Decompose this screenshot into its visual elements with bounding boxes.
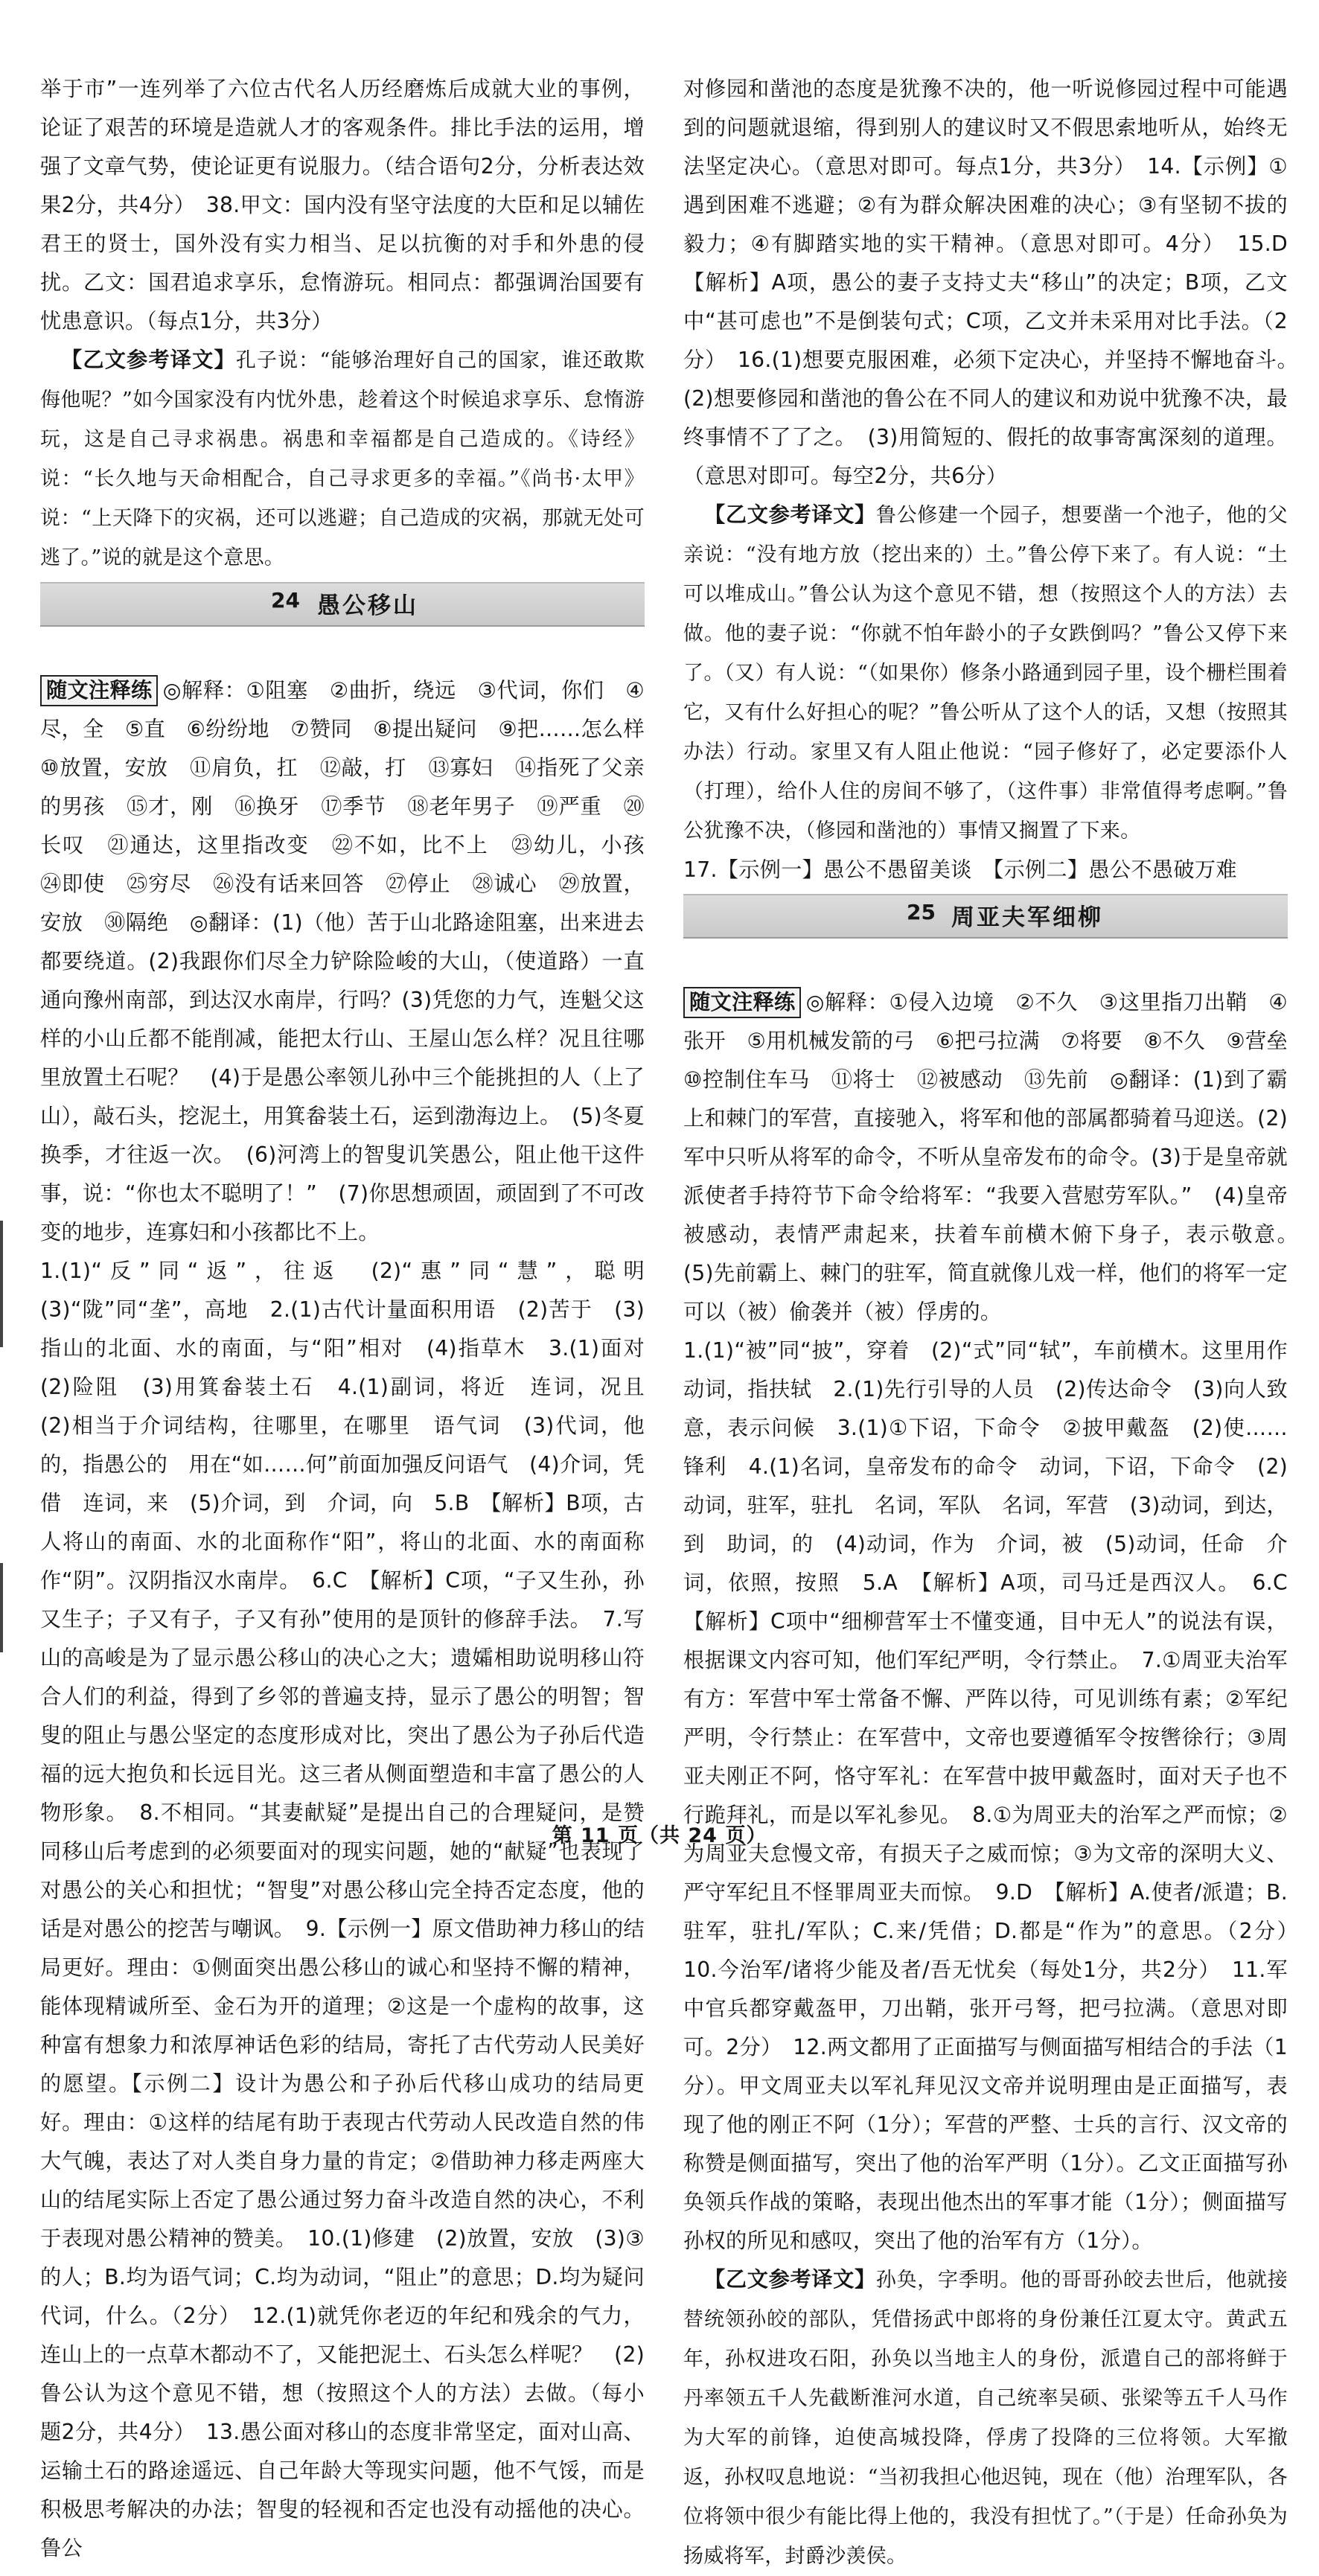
- section-25-text: ◎解释：①侵入边境 ②不久 ③这里指刀出鞘 ④张开 ⑤用机械发箭的弓 ⑥把弓拉满 ⑦将要 ⑧不久 ⑨营垒 ⑩控制住车马 ⑪将士 ⑫被感动 ⑬先前 ◎翻译：(1)到了霸上和棘门的军营，直接驰入，将军和他的部属都骑着马迎送。(2)军中只听从将军的命令，不听从皇帝发布的命令。(3)于是皇帝就派使者手持符节下命令给将军：“我要入营慰劳军队。” (4)皇帝被感动，表情严肃起来，扶着车前横木俯下身子，表示敬意。 (5)先前霸上、棘门的驻军，简直就像儿戏一样，他们的将军一定可以（被）偷袭并（被）俘虏的。 1.(1)“被”同“披”，穿着 (2)“式”同“轼”，车前横木。这里用作动词，指扶轼 2.(1)先行引导的人员 (2)传达命令 (3)向人致意，表示问候 3.(1)①下诏，下命令 ②披甲戴盔 (2)使……锋利 4.(1)名词，皇帝发布的命令 动词，下诏，下命令 (2)动词，驻军，驻扎 名词，军队 名词，军营 (3)动词，到达，到 助词，的 (4)动词，作为 介词，被 (5)动词，任命 介词，依照，按照 5.A 【解析】A项，司马迁是西汉人。 6.C 【解析】C项中“细柳营军士不懂变通，目中无人”的说法有误，根据课文内容可知，他们军纪严明，令行禁止。 7.①周亚夫治军有方：军营中军士常备不懈、严阵以待，可见训练有素；②军纪严明，令行禁止：在军营中，文帝也要遵循军令按辔徐行；③周亚夫刚正不阿，恪守军礼：在军营中披甲戴盔时，面对天子也不行跪拜礼，而是以军礼参见。 8.①为周亚夫的治军之严而惊；②为周亚夫怠慢文帝，有损天子之威而惊；③为文帝的深明大义、严守军纪且不怪罪周亚夫而惊。 9.D 【解析】A.使者/派遣；B.驻军，驻扎/军队；C.来/凭借；D.都是“作为”的意思。（2分） 10.今治军/诸将少能及者/吾无忧矣（每处1分，共2分） 11.军中官兵都穿戴盔甲，刀出鞘，张开弓弩，把弓拉满。（意思对即可。2分） 12.两文都用了正面描写与侧面描写相结合的手法（1分）。甲文周亚夫以军礼拜见汉文帝并说明理由是正面描写，表现了他的刚正不阿（1分）；军营的严整、士兵的言行、汉文帝的称赞是侧面描写，突出了他的治军严明（1分）。乙文正面描写孙奂领兵作战的策略，表现出他杰出的军事才能（1分）；侧面描写孙权的所见和感叹，突出了他的治军有方（1分）。: [683, 990, 1288, 2253]
- yiwen-paragraph: [40, 341, 645, 578]
- binding-mark-lower: [0, 1563, 3, 1652]
- section-title: 周亚夫军细柳: [951, 904, 1103, 931]
- section-25-body: [683, 945, 1288, 2260]
- intro-paragraph: 举于市”一连列举了六位古代名人历经磨炼后成就大业的事例，论证了艰苦的环境是造就人才的客观条件。排比手法的运用，增强了文章气势，使论证更有说服力。（结合语句2分，分析表达效果2分，共4分） 38.甲文：国内没有坚守法度的大臣和足以辅佐君王的贤士，国外没有实力相当、足以抗衡的对手和外患的侵扰。乙文：国君追求享乐，怠惰游玩。相同点：都强调治国要有忧患意识。（每点1分，共3分）: [40, 77, 645, 333]
- question-17: 17.【示例一】愚公不愚留美谈 【示例二】愚公不愚破万难: [683, 857, 1237, 882]
- yiwen-label: 【乙文参考译文】: [704, 502, 876, 527]
- section-title: 愚公移山: [317, 592, 418, 619]
- right-continued-paragraph: 对修园和凿池的态度是犹豫不决的，他一听说修园过程中可能遇到的问题就退缩，得到别人的建议时又不假思索地听从，始终无法坚定决心。（意思对即可。每点1分，共3分） 14.【示例】①遇到困难不逃避；②有为群众解决困难的决心；③有坚韧不拔的毅力；④有脚踏实地的实干精神。（意思对即可。4分） 15.D 【解析】A项，愚公的妻子支持丈夫“移山”的决定；B项，乙文中“甚可虑也”不是倒装句式；C项，乙文并未采用对比手法。（2分） 16.(1)想要克服困难，必须下定决心，并坚持不懈地奋斗。 (2)想要修园和凿池的鲁公在不同人的建议和劝说中犹豫不决，最终事情不了了之。 (3)用简短的、假托的故事寄寓深刻的道理。（意思对即可。每空2分，共6分）: [683, 77, 1309, 488]
- section-24-text: ◎解释：①阻塞 ②曲折，绕远 ③代词，你们 ④尽，全 ⑤直 ⑥纷纷地 ⑦赞同 ⑧提出疑问 ⑨把……怎么样 ⑩放置，安放 ⑪肩负，扛 ⑫敲，打 ⑬寡妇 ⑭指死了父亲的男孩 ⑮才，刚 ⑯换牙 ⑰季节 ⑱老年男子 ⑲严重 ⑳长叹 ㉑通达，这里指改变 ㉒不如，比不上 ㉓幼儿，小孩 ㉔即使 ㉕穷尽 ㉖没有话来回答 ㉗停止 ㉘诚心 ㉙放置，安放 ㉚隔绝 ◎翻译：(1)（他）苦于山北路途阻塞，出来进去都要绕道。(2)我跟你们尽全力铲除险峻的大山，（使道路）一直通向豫州南部，到达汉水南岸，行吗？(3)凭您的力气，连魁父这样的小山丘都不能削减，能把太行山、王屋山怎么样？况且往哪里放置土石呢？ (4)于是愚公率领儿孙中三个能挑担的人（上了山），敲石头，挖泥土，用箕畚装土石，运到渤海边上。 (5)冬夏换季，才往返一次。 (6)河湾上的智叟讥笑愚公，阻止他干这件事，说：“你也太不聪明了！” (7)你思想顽固，顽固到了不可改变的地步，连寡妇和小孩都比不上。 1.(1)“反”同“返”，往返 (2)“惠”同“慧”，聪明 (3)“陇”同“垄”，高地 2.(1)古代计量面积用语 (2)苦于 (3)指山的北面、水的南面，与“阳”相对 (4)指草木 3.(1)面对 (2)险阻 (3)用箕畚装土石 4.(1)副词，将近 连词，况且 (2)相当于介词结构，往哪里，在哪里 语气词 (3)代词，他的，指愚公的 用在“如……何”前面加强反问语气 (4)介词，凭借 连词，来 (5)介词，到 介词，向 5.B 【解析】B项，古人将山的南面、水的北面称作“阳”，将山的北面、水的南面称作“阴”。汉阴指汉水南岸。 6.C 【解析】C项，“子又生孙，孙又生子；子又有子，子又有孙”使用的是顶针的修辞手法。 7.写山的高峻是为了显示愚公移山的决心之大；遗孀相助说明移山符合人们的利益，得到了乡邻的普遍支持，显示了愚公的明智；智叟的阻止与愚公坚定的态度形成对比，突出了愚公为子孙后代造福的远大抱负和长远目光。这三者从侧面塑造和丰富了愚公的人物形象。 8.不相同。“其妻献疑”是提出自己的合理疑问，是赞同移山后考虑到的必须要面对的现实问题，她的“献疑”也表现了对愚公的关心和担忧；“智叟”对愚公移山完全持否定态度，他的话是对愚公的挖苦与嘲讽。 9.【示例一】原文借助神力移山的结局更好。理由：①侧面突出愚公移山的诚心和坚持不懈的精神，能体现精诚所至、金石为开的道理；②这是一个虚构的故事，这种富有想象力和浓厚神话色彩的结局，寄托了古代劳动人民美好的愿望。【示例二】设计为愚公和子孙后代移山成功的结局更好。理由：①这样的结尾有助于表现古代劳动人民改造自然的伟大气魄，表达了对人类自身力量的肯定；②借助神力移走两座大山的结尾实际上否定了愚公通过努力奋斗改造自然的决心，不利于表现对愚公精神的赞美。 10.(1)修建 (2)放置，安放 (3)③的人；B.均为语气词；C.均为动词，“阻止”的意思；D.均为疑问代词，什么。（2分） 12.(1)就凭你老迈的年纪和残余的气力，连山上的一点草木都动不了，又能把泥土、石头怎么样呢？ (2)鲁公认为这个意见不错，想（按照这个人的方法）去做。（每小题2分，共4分） 13.愚公面对移山的态度非常坚定，面对山高、运输土石的路途遥远、自己年龄大等现实问题，他不气馁，而是积极思考解决的办法；智叟的轻视和否定也没有动摇他的决心。鲁公: [40, 678, 645, 2560]
- section-number: 24: [271, 588, 300, 613]
- binding-mark-upper: [0, 1221, 3, 1347]
- yiwen-text: 鲁公修建一个园子，想要凿一个池子，他的父亲说：“没有地方放（挖出来的）土。”鲁公停下来了。有人说：“土可以堆成山。”鲁公认为这个意见不错，想（按照这个人的方法）去做。他的妻子说：“你就不怕年龄小的子女跌倒吗？”鲁公又停下来了。（又）有人说：“（如果你）修条小路通到园子里，设个栅栏围着它，又有什么好担心的呢？”鲁公听从了这个人的话，又想（按照其办法）行动。家里又有人阻止他说：“园子修好了，必定要添仆人（打理），给仆人住的房间不够了，（这件事）非常值得考虑啊。”鲁公犹豫不决，（修园和凿池的）事情又搁置了下来。: [683, 504, 1288, 843]
- left-column: [40, 70, 645, 2560]
- section-header-24: [40, 582, 645, 627]
- right-column: [683, 70, 1309, 2568]
- section-number: 25: [907, 900, 936, 924]
- annotation-box-label: 随文注释练: [40, 675, 158, 706]
- page-footer: 第 11 页（共 24 页）: [552, 1824, 767, 1847]
- annotation-box-label: 随文注释练: [683, 987, 801, 1018]
- yiwen-text: 孙奂，字季明。他的哥哥孙皎去世后，他就接替统领孙皎的部队，凭借扬武中郎将的身份兼任江夏太守。黄武五年，孙权进攻石阳，孙奂以当地主人的身份，派遣自己的部将鲜于丹率领五千人先截断淮河水道，自己统率吴硕、张梁等五千人马作为大军的前锋，迫使高城投降，俘虏了投降的三位将领。大军撤返，孙权叹息地说：“当初我担心他迟钝，现在（他）治理军队，各位将领中很少有能比得上他的，我没有担忧了。”（于是）任命孙奂为扬威将军，封爵沙羡侯。: [683, 2269, 1288, 2568]
- section-header-25: [683, 894, 1288, 939]
- section-24-body: [40, 633, 645, 2568]
- yiwen-text: 孔子说：“能够治理好自己的国家，谁还敢欺侮他呢？”如今国家没有内忧外患，趁着这个时候追求享乐、怠惰游玩，这是自己寻求祸患。祸患和幸福都是自己造成的。《诗经》说：“长久地与天命相配合，自己寻求更多的幸福。”《尚书·太甲》说：“上天降下的灾祸，还可以逃避；自己造成的灾祸，那就无处可逃了。”说的就是这个意思。: [40, 349, 645, 569]
- yiwen-label: 【乙文参考译文】: [704, 2267, 876, 2292]
- yiwen-label: 【乙文参考译文】: [61, 348, 236, 372]
- right-yiwen-paragraph: [683, 496, 1288, 851]
- right-yiwen2-paragraph: [683, 2260, 1288, 2576]
